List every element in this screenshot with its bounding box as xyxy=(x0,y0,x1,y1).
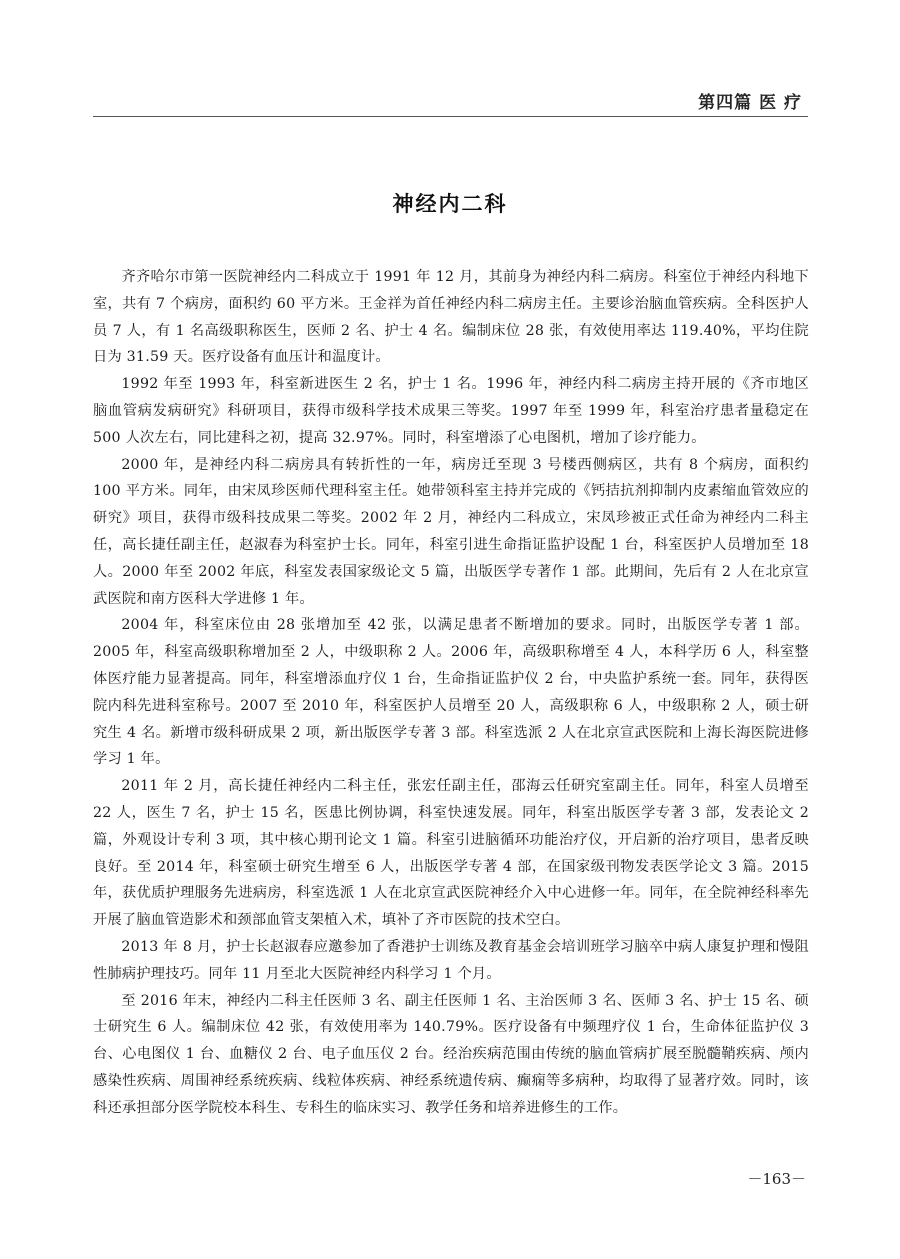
body-text xyxy=(93,264,809,1122)
running-header-chapter: 第四篇 医 疗 xyxy=(698,93,802,113)
section-title: 神经内二科 xyxy=(392,192,508,216)
paragraph: 2011 年 2 月，高长捷任神经内二科主任，张宏任副主任，邵海云任研究室副主任。同年，科室人员增至 22 人，医生 7 名，护士 15 名，医患比例协调，科室快速发展。同年，科室出版医学专著 3 部，发表论文 2 篇，外观设计专利 3 项，其中核心期刊论文 1 篇。科室引进脑循环功能治疗仪，开启新的治疗项目，患者反映良好。至 2014 年，科室硕士研究生增至 6 人，出版医学专著 4 部，在国家级刊物发表医学论文 3 篇。2015 年，获优质护理服务先进病房，科室选派 1 人在北京宣武医院神经介入中心进修一年。同年，在全院神经科率先开展了脑血管造影术和颈部血管支架植入术，填补了齐市医院的技术空白。 xyxy=(93,778,809,929)
paragraph: 1992 年至 1993 年，科室新进医生 2 名，护士 1 名。1996 年，神经内科二病房主持开展的《齐市地区脑血管病发病研究》科研项目，获得市级科学技术成果三等奖。1997 年至 1999 年，科室治疗患者量稳定在 500 人次左右，同比建科之初，提高 32.97%。同时，科室增添了心电图机，增加了诊疗能力。 xyxy=(93,376,809,446)
paragraph: 2013 年 8 月，护士长赵淑春应邀参加了香港护士训练及教育基金会培训班学习脑卒中病人康复护理和慢阻性肺病护理技巧。同年 11 月至北大医院神经内科学习 1 个月。 xyxy=(93,938,809,982)
page-number: －163－ xyxy=(747,1170,806,1188)
header-divider xyxy=(93,116,808,117)
paragraph: 2000 年，是神经内科二病房具有转折性的一年，病房迁至现 3 号楼西侧病区，共有 8 个病房，面积约 100 平方米。同年，由宋凤珍医师代理科室主任。她带领科室主持并完成的《钙拮抗剂抑制内皮素缩血管效应的研究》项目，获得市级科技成果二等奖。2002 年 2 月，神经内二科成立，宋凤珍被正式任命为神经内二科主任，高长捷任副主任，赵淑春为科室护士长。同年，科室引进生命指证监护设配 1 台，科室医护人员增加至 18 人。2000 年至 2002 年底，科室发表国家级论文 5 篇，出版医学专著作 1 部。此期间，先后有 2 人在北京宣武医院和南方医科大学进修 1 年。 xyxy=(93,456,809,607)
paragraph: 2004 年，科室床位由 28 张增加至 42 张，以满足患者不断增加的要求。同时，出版医学专著 1 部。2005 年，科室高级职称增加至 2 人，中级职称 2 人。2006 年，高级职称增至 4 人，本科学历 6 人，科室整体医疗能力显著提高。同年，科室增添血疗仪 1 台，生命指证监护仪 2 台，中央监护系统一套。同年，获得医院内科先进科室称号。2007 至 2010 年，科室医护人员增至 20 人，高级职称 6 人，中级职称 2 人，硕士研究生 4 名。新增市级科研成果 2 项，新出版医学专著 3 部。科室选派 2 人在北京宣武医院和上海长海医院进修学习 1 年。 xyxy=(93,617,809,768)
paragraph: 至 2016 年末，神经内二科主任医师 3 名、副主任医师 1 名、主治医师 3 名、医师 3 名、护士 15 名、硕士研究生 6 人。编制床位 42 张，有效使用率为 140.79%。医疗设备有中频理疗仪 1 台，生命体征监护仪 3 台、心电图仪 1 台、血糖仪 2 台、电子血压仪 2 台。经治疾病范围由传统的脑血管病扩展至脱髓鞘疾病、颅内感染性疾病、周围神经系统疾病、线粒体疾病、神经系统遗传病、癫痫等多病种，均取得了显著疗效。同时，该科还承担部分医学院校本科生、专科生的临床实习、教学任务和培养进修生的工作。 xyxy=(93,992,809,1116)
paragraph: 齐齐哈尔市第一医院神经内二科成立于 1991 年 12 月，其前身为神经内科二病房。科室位于神经内科地下室，共有 7 个病房，面积约 60 平方米。王金祥为首任神经内科二病房主任。主要诊治脑血管疾病。全科医护人员 7 人，有 1 名高级职称医生，医师 2 名、护士 4 名。编制床位 28 张，有效使用率达 119.40%，平均住院日为 31.59 天。医疗设备有血压计和温度计。 xyxy=(93,269,809,366)
